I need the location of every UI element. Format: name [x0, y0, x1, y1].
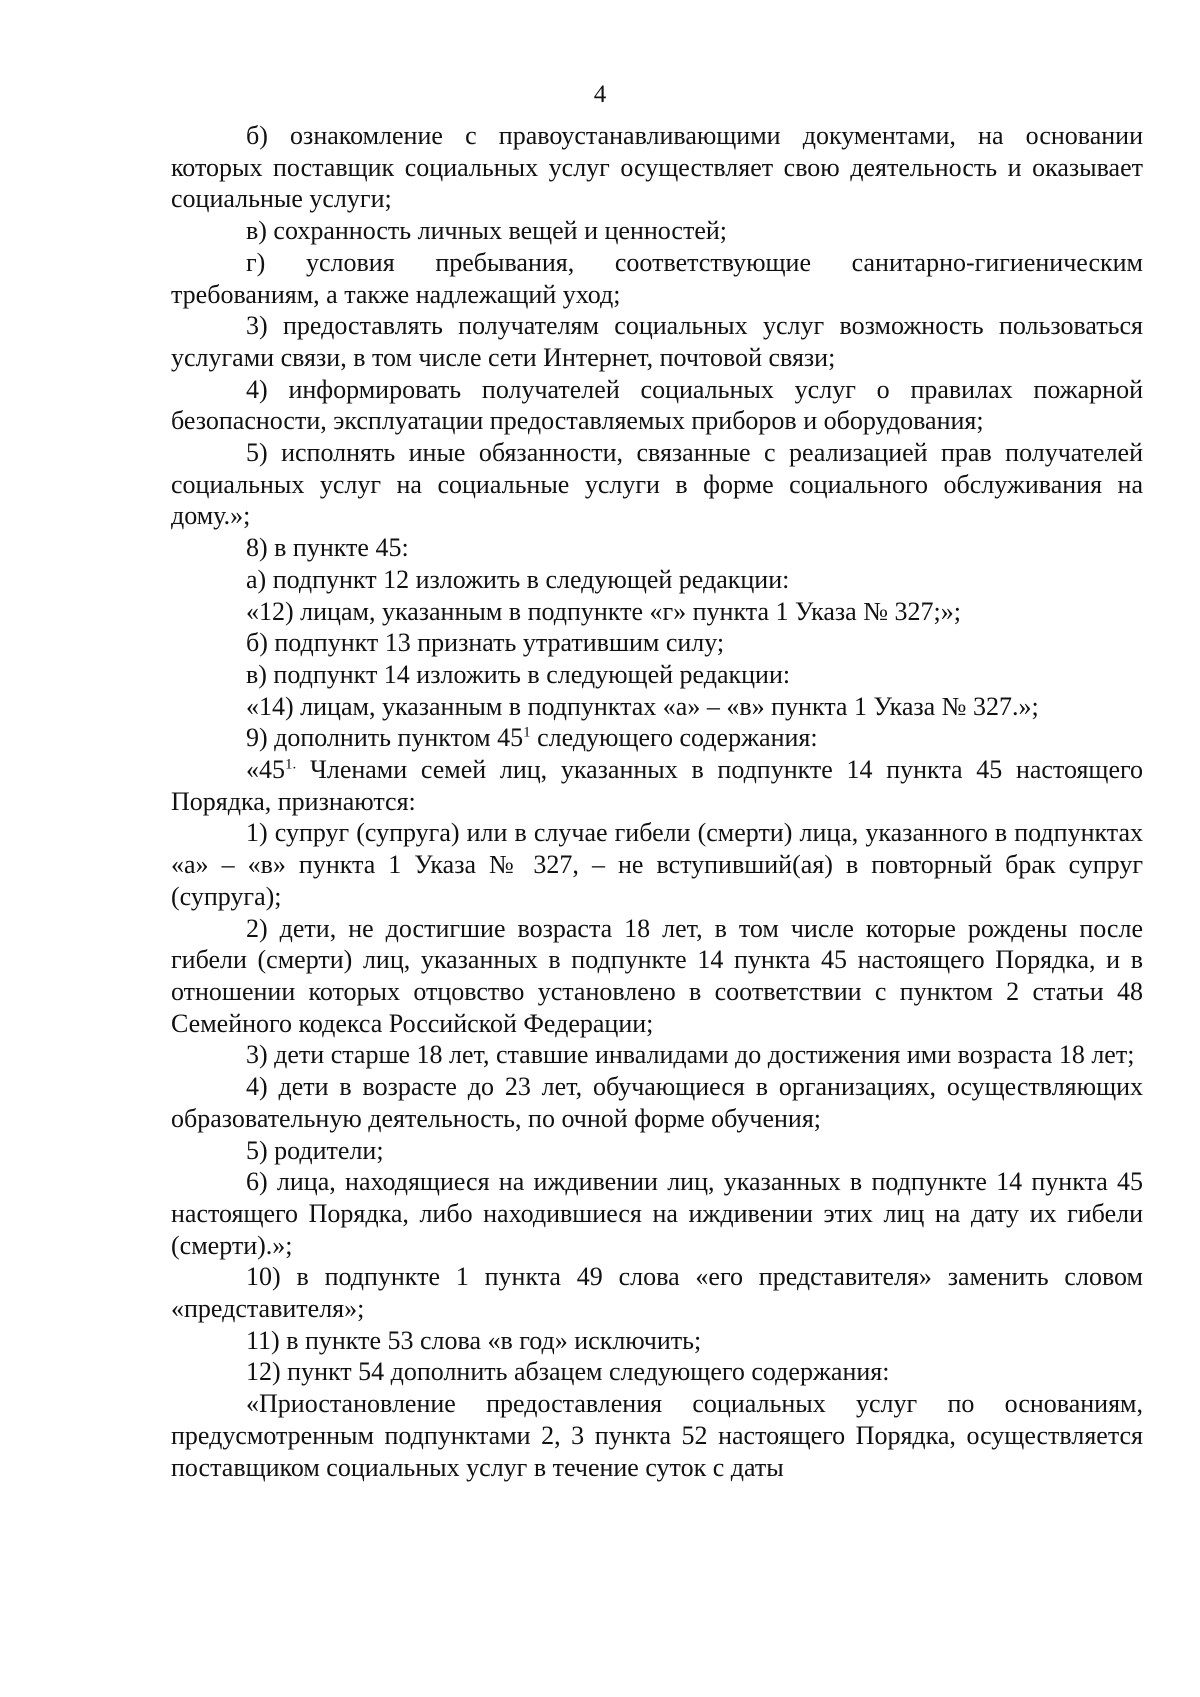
- superscript-mark: 1: [523, 724, 531, 741]
- paragraph-9-add-point: [171, 722, 1143, 754]
- paragraph-b-subpoint-13: б) подпункт 13 признать утратившим силу;: [246, 628, 725, 658]
- paragraph-6-dependents: 6) лица, находящиеся на иждивении лиц, указанных в подпункте 14 пункта 45 настоящего Порядка, либо находившиеся на иждивении этих лиц на дату их гибели (смерти).»;: [171, 1167, 1143, 1260]
- paragraph-v-safekeeping: в) сохранность личных вещей и ценностей;: [246, 216, 728, 246]
- paragraph-4-students: 4) дети в возрасте до 23 лет, обучающиеся в организациях, осуществляющих образовательную деятельность, по очной форме обучения;: [171, 1072, 1143, 1133]
- paragraph-5-parents: 5) родители;: [246, 1135, 384, 1165]
- paragraph-5-other-duties: 5) исполнять иные обязанности, связанные с реализацией прав получателей социальных услуг на социальные услуги в форме социального обслуживания на дому.»;: [171, 438, 1143, 531]
- paragraph-9-before: 9) дополнить пунктом 45: [246, 723, 524, 753]
- paragraph-quote-12: «12) лицам, указанным в подпункте «г» пункта 1 Указа № 327;»;: [246, 596, 961, 626]
- paragraph-3-disabled-children: 3) дети старше 18 лет, ставшие инвалидами до достижения ими возраста 18 лет;: [246, 1040, 1135, 1070]
- paragraph-suspension: «Приостановление предоставления социальных услуг по основаниям, предусмотренным подпунктами 2, 3 пункта 52 настоящего Порядка, осуществляется поставщиком социальных услуг в течение суток с даты: [171, 1389, 1143, 1482]
- paragraph-45-1-members: [171, 754, 1143, 817]
- paragraph-3-communication: 3) предоставлять получателям социальных услуг возможность пользоваться услугами связи, в том числе сети Интернет, почтовой связи;: [171, 311, 1143, 372]
- paragraph-v-subpoint-14: в) подпункт 14 изложить в следующей редакции:: [246, 659, 791, 689]
- paragraph-g-conditions: г) условия пребывания, соответствующие санитарно-гигиеническим требованиям, а также надлежащий уход;: [171, 247, 1143, 309]
- paragraph-12-point-54: 12) пункт 54 дополнить абзацем следующего содержания:: [246, 1357, 890, 1387]
- paragraph-b-familiarization: б) ознакомление с правоустанавливающими документами, на основании которых поставщик социальных услуг осуществляет свою деятельность и оказывает социальные услуги;: [171, 121, 1143, 214]
- paragraph-4-inform: 4) информировать получателей социальных услуг о правилах пожарной безопасности, эксплуатации предоставляемых приборов и оборудования;: [171, 374, 1143, 436]
- paragraph-8-point-45: 8) в пункте 45:: [246, 533, 409, 563]
- superscript-mark: 1.: [285, 756, 297, 773]
- paragraph-10-point-49: 10) в подпункте 1 пункта 49 слова «его представителя» заменить словом «представителя»;: [171, 1262, 1143, 1324]
- document-body: [171, 120, 1143, 1483]
- paragraph-1-spouse: 1) супруг (супруга) или в случае гибели (смерти) лица, указанного в подпунктах «а» – «в» пункта 1 Указа № 327, – не вступивший(ая) в повторный брак супруг (супруга);: [171, 818, 1143, 911]
- paragraph-45-1-before: «45: [246, 755, 285, 785]
- paragraph-9-after: следующего содержания:: [530, 723, 818, 753]
- page-number: 4: [593, 81, 607, 108]
- paragraph-11-point-53: 11) в пункте 53 слова «в год» исключить;: [246, 1325, 702, 1355]
- paragraph-a-subpoint-12: а) подпункт 12 изложить в следующей редакции:: [246, 564, 790, 594]
- paragraph-2-children: 2) дети, не достигшие возраста 18 лет, в том числе которые рождены после гибели (смерти) лиц, указанных в подпункте 14 пункта 45 настоящего Порядка, и в отношении которых отцовство установлено в соответствии с пунктом 2 статьи 48 Семейного кодекса Российской Федерации;: [171, 913, 1143, 1038]
- paragraph-45-1-after: Членами семей лиц, указанных в подпункте 14 пункта 45 настоящего Порядка, признаются:: [171, 755, 1143, 816]
- paragraph-quote-14: «14) лицам, указанным в подпунктах «а» – «в» пункта 1 Указа № 327.»;: [246, 691, 1039, 721]
